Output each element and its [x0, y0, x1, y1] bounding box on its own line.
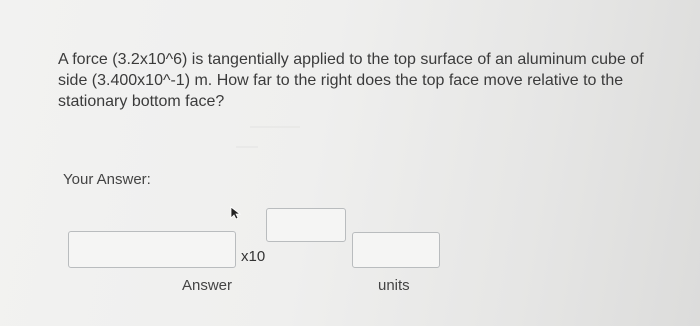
- answer-exponent-input[interactable]: [266, 208, 346, 242]
- question-line-3: stationary bottom face?: [58, 93, 225, 110]
- answer-mantissa-input[interactable]: [68, 231, 236, 268]
- question-text: [58, 49, 678, 112]
- answer-label: Answer: [182, 277, 233, 294]
- background-smudge: [236, 146, 258, 148]
- mouse-cursor-icon: [230, 206, 242, 220]
- background-smudge: [250, 126, 300, 128]
- times-ten-label: x10: [241, 248, 266, 265]
- question-line-1: A force (3.2x10^6) is tangentially applied to the top surface of an aluminum cube of: [58, 51, 644, 68]
- units-input[interactable]: [352, 232, 440, 268]
- your-answer-heading: Your Answer:: [63, 171, 151, 188]
- units-label: units: [378, 277, 410, 294]
- question-line-2: side (3.400x10^-1) m. How far to the right does the top face move relative to the: [58, 72, 624, 89]
